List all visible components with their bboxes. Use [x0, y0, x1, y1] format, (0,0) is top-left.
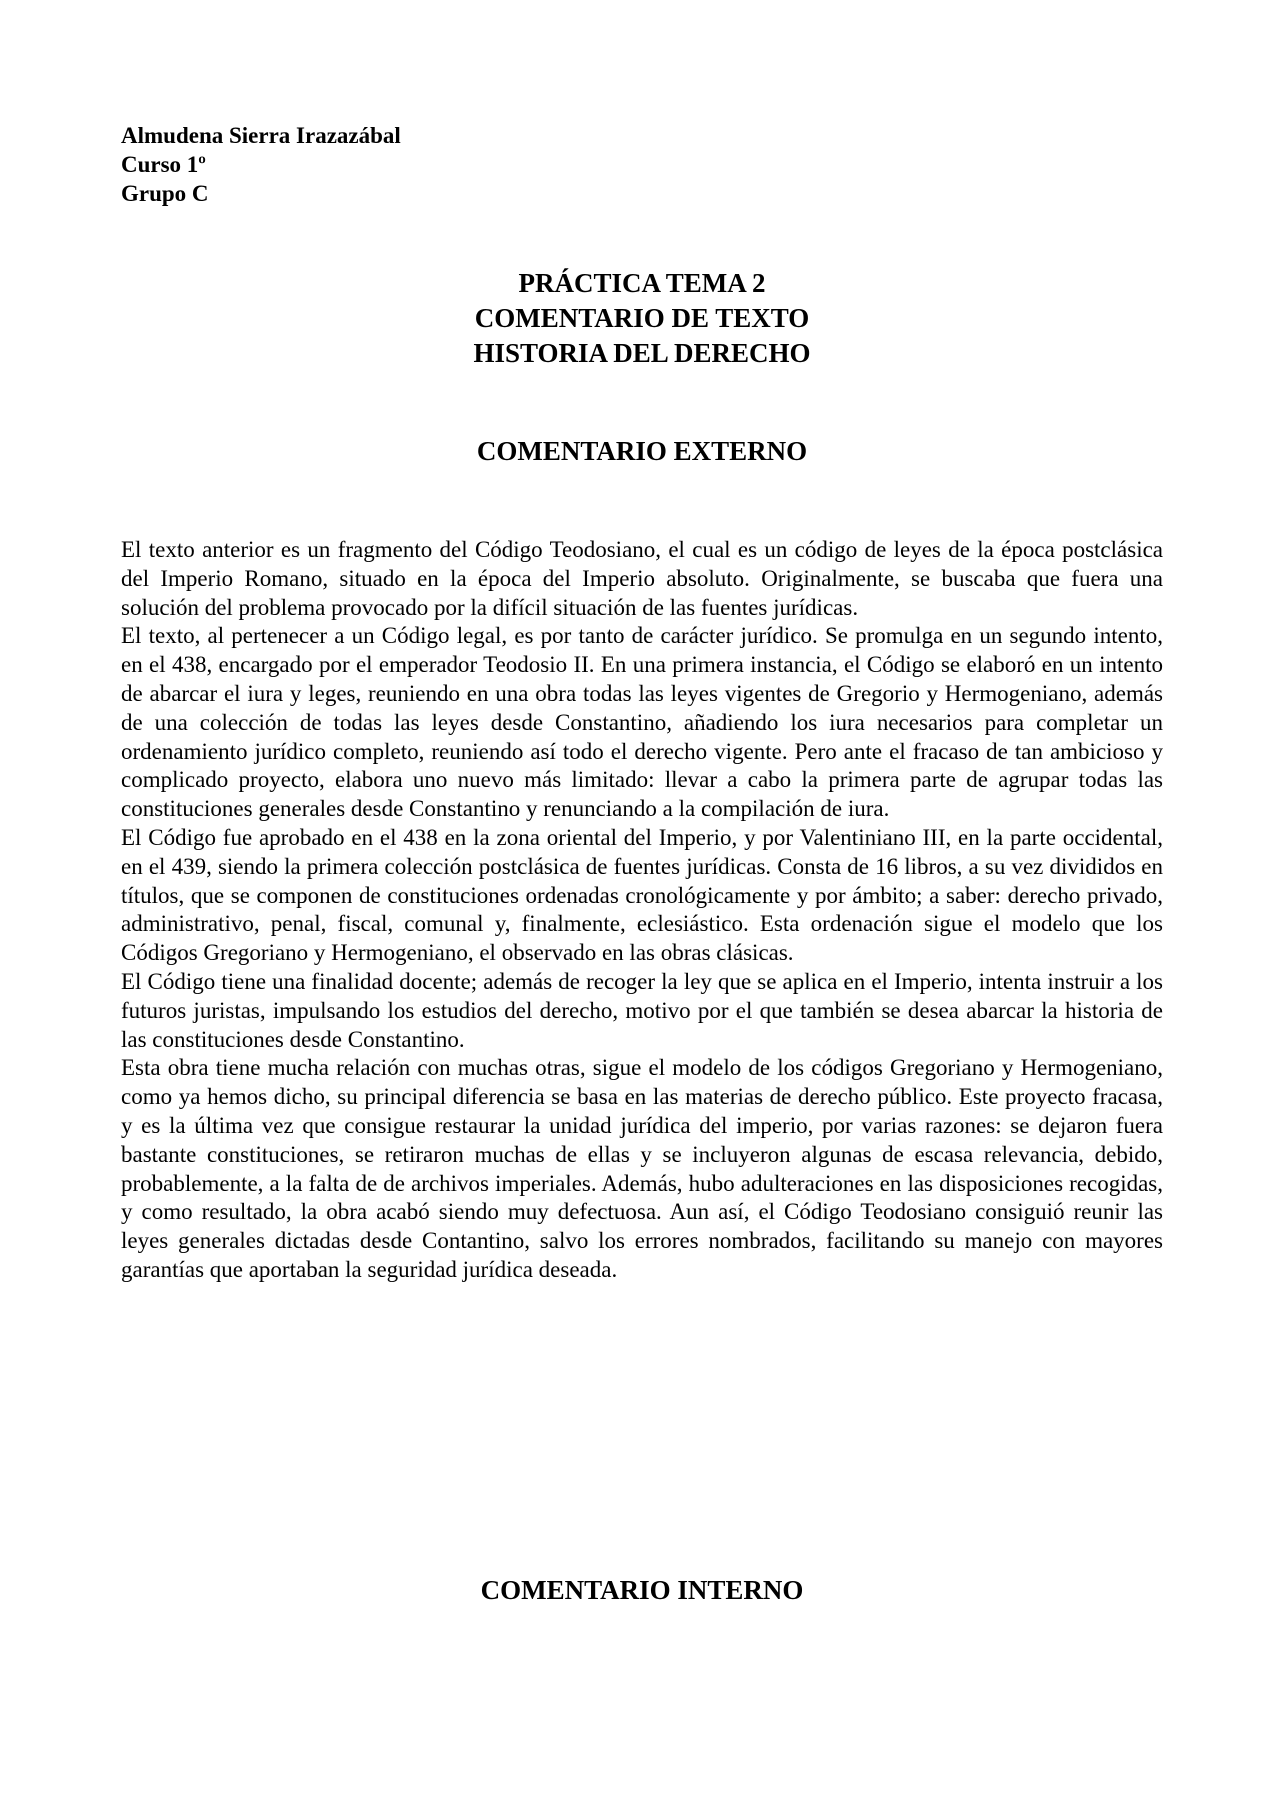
- document-title: [121, 266, 1163, 371]
- author-course: Curso 1º: [121, 152, 206, 177]
- paragraph: El texto anterior es un fragmento del Código Teodosiano, el cual es un código de leyes de la época postclásica del Imperio Romano, situado en la época del Imperio absoluto. Originalmente, se buscaba que fuera una solución del problema provocado por la difícil situación de las fuentes jurídicas.: [121, 537, 1163, 620]
- paragraph: Esta obra tiene mucha relación con muchas otras, sigue el modelo de los códigos Gregoriano y Hermogeniano, como ya hemos dicho, su principal diferencia se basa en las materias de derecho público. Este proyecto fracasa, y es la última vez que consigue restaurar la unidad jurídica del imperio, por varias razones: se dejaron fuera bastante constituciones, se retiraron muchas de ellas y se incluyeron algunas de escasa relevancia, debido, probablemente, a la falta de de archivos imperiales. Además, hubo adulteraciones en las disposiciones recogidas, y como resultado, la obra acabó siendo muy defectuosa. Aun así, el Código Teodosiano consiguió reunir las leyes generales dictadas desde Contantino, salvo los errores nombrados, facilitando su manejo con mayores garantías que aportaban la seguridad jurídica deseada.: [121, 1055, 1163, 1282]
- section-body-externo: [121, 536, 1163, 1285]
- section-heading-externo: COMENTARIO EXTERNO: [476, 436, 808, 466]
- author-block: [121, 121, 401, 208]
- title-line-1: PRÁCTICA TEMA 2: [518, 268, 766, 298]
- title-line-2: COMENTARIO DE TEXTO: [474, 303, 810, 333]
- paragraph: El Código tiene una finalidad docente; además de recoger la ley que se aplica en el Imperio, intenta instruir a los futuros juristas, impulsando los estudios del derecho, motivo por el que también se desea abarcar la historia de las constituciones desde Constantino.: [121, 968, 1163, 1052]
- paragraph: El texto, al pertenecer a un Código legal, es por tanto de carácter jurídico. Se promulga en un segundo intento, en el 438, encargado por el emperador Teodosio II. En una primera instancia, el Código se elaboró en un intento de abarcar el iura y leges, reuniendo en una obra todas las leyes vigentes de Gregorio y Hermogeniano, además de una colección de todas las leyes desde Constantino, añadiendo los iura necesarios para completar un ordenamiento jurídico completo, reuniendo así todo el derecho vigente. Pero ante el fracaso de tan ambicioso y complicado proyecto, elabora uno nuevo más limitado: llevar a cabo la primera parte de agrupar todas las constituciones generales desde Constantino y renunciando a la compilación de iura.: [121, 623, 1163, 822]
- section-heading-interno: COMENTARIO INTERNO: [480, 1575, 804, 1605]
- paragraph: El Código fue aprobado en el 438 en la zona oriental del Imperio, y por Valentiniano III, en la parte occidental, en el 439, siendo la primera colección postclásica de fuentes jurídicas. Consta de 16 libros, a su vez divididos en títulos, que se componen de constituciones ordenadas cronológicamente y por ámbito; a saber: derecho privado, administrativo, penal, fiscal, comunal y, finalmente, eclesiástico. Esta ordenación sigue el modelo que los Códigos Gregoriano y Hermogeniano, el observado en las obras clásicas.: [121, 824, 1163, 966]
- author-name: Almudena Sierra Irazazábal: [121, 123, 401, 148]
- author-group: Grupo C: [121, 181, 209, 206]
- title-line-3: HISTORIA DEL DERECHO: [473, 338, 811, 368]
